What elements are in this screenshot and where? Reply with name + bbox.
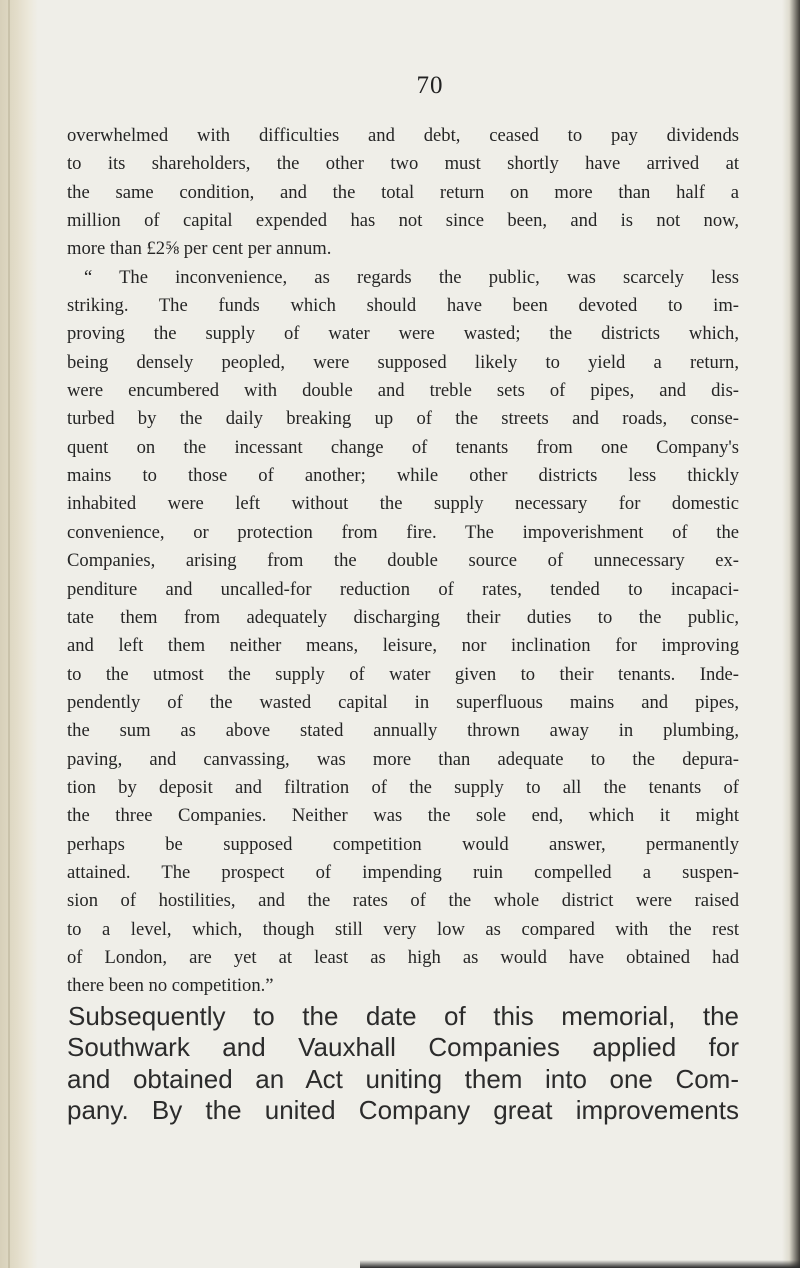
page-gutter-shadow <box>0 0 38 1268</box>
page-edge-shadow <box>782 0 800 1268</box>
text-line: sion of hostilities, and the rates of the whole district were raised <box>67 890 739 912</box>
text-line: to a level, which, though still very low as compared with the rest <box>67 918 739 940</box>
page-number: 70 <box>416 72 444 99</box>
text-line: were encumbered with double and treble sets of pipes, and dis- <box>67 380 739 402</box>
text-line: Companies, arising from the double source of unnecessary ex- <box>67 550 739 572</box>
text-line: the sum as above stated annually thrown away in plumbing, <box>67 720 739 742</box>
text-line: convenience, or protection from fire. The impoverishment of the <box>67 521 739 543</box>
text-line: being densely peopled, were supposed likely to yield a return, <box>67 351 739 373</box>
text-line: of London, are yet at least as high as would have obtained had <box>67 946 739 968</box>
text-line: to the utmost the supply of water given to their tenants. Inde- <box>67 663 739 685</box>
text-line: and left them neither means, leisure, nor inclination for improving <box>67 635 739 657</box>
text-line: tate them from adequately discharging their duties to the public, <box>67 606 739 628</box>
text-line: perhaps be supposed competition would answer, permanently <box>67 833 739 855</box>
text-line: mains to those of another; while other districts less thickly <box>67 465 739 487</box>
text-line: “ The inconvenience, as regards the public, was scarcely less <box>84 266 739 288</box>
large-text-line: Southwark and Vauxhall Companies applied for <box>67 1032 739 1063</box>
text-line: attained. The prospect of impending ruin compelled a suspen- <box>67 861 739 883</box>
text-line: there been no competition.” <box>67 975 274 997</box>
text-line: turbed by the daily breaking up of the streets and roads, conse- <box>67 408 739 430</box>
large-text-line: Subsequently to the date of this memorial, the <box>68 1000 739 1031</box>
text-line: penditure and uncalled-for reduction of rates, tended to incapaci- <box>67 578 739 600</box>
text-line: striking. The funds which should have been devoted to im- <box>67 295 739 317</box>
text-line: paving, and canvassing, was more than adequate to the depura- <box>67 748 739 770</box>
text-line: quent on the incessant change of tenants from one Company's <box>67 436 739 458</box>
large-text-line: pany. By the united Company great improvements <box>67 1095 739 1126</box>
large-text-line: and obtained an Act uniting them into one Com- <box>67 1063 739 1094</box>
text-line: to its shareholders, the other two must shortly have arrived at <box>67 153 739 175</box>
text-line: overwhelmed with difficulties and debt, ceased to pay dividends <box>67 125 739 146</box>
text-line: proving the supply of water were wasted; the districts which, <box>67 323 739 345</box>
body-text <box>67 122 739 1127</box>
page-bottom-shadow <box>360 1260 800 1268</box>
text-line: more than £2⅝ per cent per annum. <box>67 238 332 260</box>
text-line: pendently of the wasted capital in superfluous mains and pipes, <box>67 691 739 713</box>
text-line: million of capital expended has not since been, and is not now, <box>67 210 739 232</box>
text-line: the same condition, and the total return on more than half a <box>67 181 739 203</box>
text-line: inhabited were left without the supply necessary for domestic <box>67 493 739 515</box>
text-line: the three Companies. Neither was the sole end, which it might <box>67 805 739 827</box>
text-line: tion by deposit and filtration of the supply to all the tenants of <box>67 776 739 798</box>
